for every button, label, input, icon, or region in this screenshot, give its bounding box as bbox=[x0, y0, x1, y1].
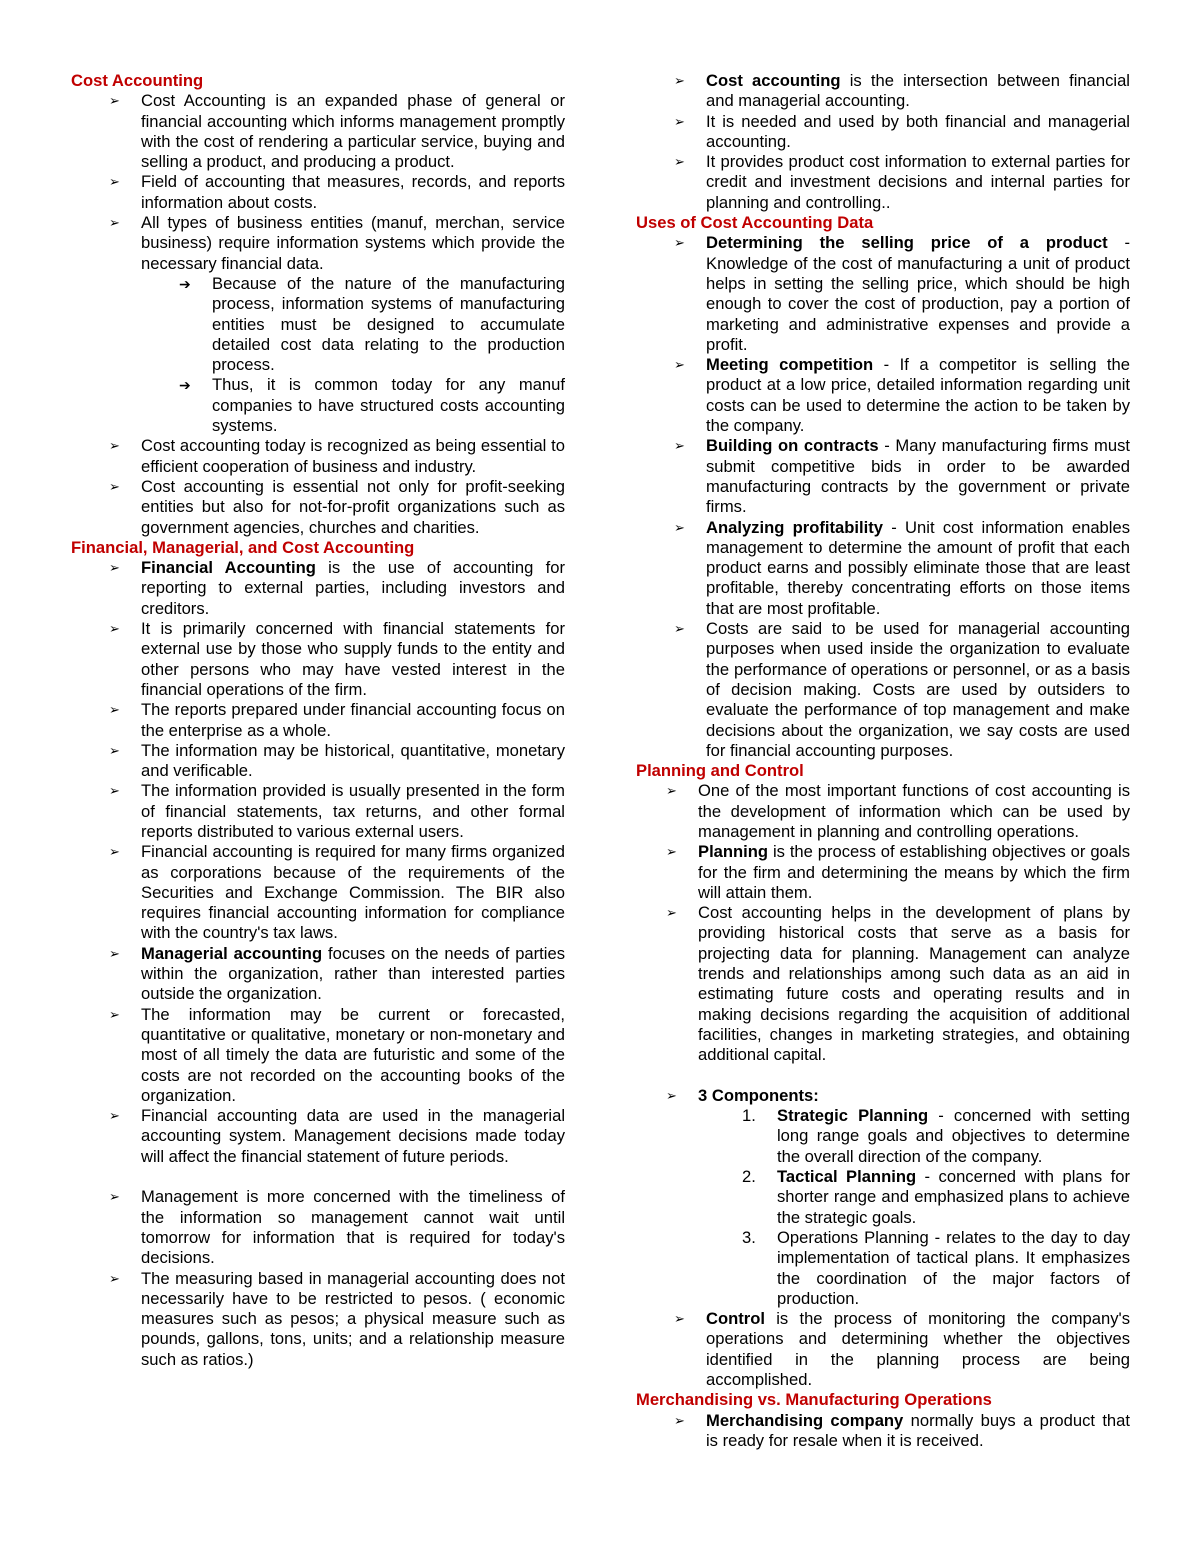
item-text: It is needed and used by both financial and managerial accounting. bbox=[706, 111, 1130, 151]
list-item bbox=[636, 71, 1130, 112]
bullet-arrowhead-icon: ➢ bbox=[109, 93, 120, 109]
term-bold: Tactical Planning bbox=[777, 1167, 917, 1187]
item-text: - concerned with plans for shorter range and emphasized plans to achieve the strategic goals. bbox=[777, 1167, 1130, 1227]
bullet-arrowhead-icon: ➢ bbox=[109, 1108, 120, 1124]
bullet-arrowhead-icon: ➢ bbox=[666, 905, 677, 921]
list-item bbox=[71, 619, 565, 700]
list-item bbox=[636, 781, 1130, 842]
item-text: The information provided is usually presented in the form of financial statements, tax returns, and other formal reports distributed to various external users. bbox=[141, 781, 565, 841]
item-text: Field of accounting that measures, records, and reports information about costs. bbox=[141, 172, 565, 212]
item-text: is the use of accounting for reporting to external parties, including investors and creditors. bbox=[141, 558, 565, 618]
list-item bbox=[636, 1309, 1130, 1390]
blank-line bbox=[71, 1167, 565, 1187]
section-heading-uses-of-cost-data: Uses of Cost Accounting Data bbox=[636, 213, 874, 233]
item-text: All types of business entities (manuf, merchan, service business) require information systems which provide the necessary financial data. bbox=[141, 213, 565, 273]
bullet-arrowhead-icon: ➢ bbox=[109, 742, 120, 758]
sub-list-item bbox=[71, 375, 565, 436]
list-item bbox=[71, 558, 565, 619]
bullet-arrowhead-icon: ➢ bbox=[674, 113, 685, 129]
item-text: The information may be historical, quantitative, monetary and verificable. bbox=[141, 740, 565, 781]
list-item bbox=[636, 355, 1130, 436]
item-text: Costs are said to be used for managerial accounting purposes when used inside the organization to evaluate the performance of operations or personnel, or as a basis of decision making. Costs are used by outsiders to evaluate the performance of top management and make decisions about the organization, we say costs are used for financial accounting purposes. bbox=[706, 619, 1130, 760]
list-item bbox=[636, 112, 1130, 153]
item-number: 3. bbox=[742, 1227, 756, 1247]
term-bold: Meeting competition bbox=[706, 355, 874, 375]
right-column bbox=[636, 71, 1130, 1451]
item-text: is the intersection between financial and managerial accounting. bbox=[706, 71, 1130, 111]
bullet-arrowhead-icon: ➢ bbox=[109, 478, 120, 494]
item-text: The reports prepared under financial accounting focus on the enterprise as a whole. bbox=[141, 700, 565, 740]
term-bold: Strategic Planning bbox=[777, 1106, 929, 1126]
item-text: The information may be current or forecasted, quantitative or qualitative, monetary or non-monetary and most of all timely the data are futuristic and some of the costs are not recorded on the accounting books of the organization. bbox=[141, 1004, 565, 1105]
bullet-arrow-icon: ➔ bbox=[179, 275, 191, 292]
term-bold: Planning bbox=[698, 842, 769, 862]
item-text: - concerned with setting long range goals and objectives to determine the overall direction of the company. bbox=[777, 1106, 1131, 1166]
list-item bbox=[71, 436, 565, 477]
financial-managerial-list bbox=[71, 558, 565, 1370]
term-bold: Building on contracts bbox=[706, 436, 879, 456]
cost-accounting-intersection-list bbox=[636, 71, 1130, 213]
item-text: - Unit cost information enables management to determine the amount of profit that each product earns and possibly eliminate those that are least profitable, thereby concentrating efforts on those items that are most profitable. bbox=[706, 517, 1130, 618]
bullet-arrowhead-icon: ➢ bbox=[666, 844, 677, 860]
bullet-arrowhead-icon: ➢ bbox=[666, 783, 677, 799]
term-bold: Determining the selling price of a product bbox=[706, 233, 1108, 253]
bullet-arrowhead-icon: ➢ bbox=[674, 235, 685, 251]
bullet-arrowhead-icon: ➢ bbox=[109, 1189, 120, 1205]
bullet-arrowhead-icon: ➢ bbox=[109, 438, 120, 454]
item-text: It provides product cost information to external parties for credit and investment decisions and internal parties for planning and controlling.. bbox=[706, 152, 1130, 212]
bullet-arrowhead-icon: ➢ bbox=[674, 1311, 685, 1327]
list-item bbox=[636, 436, 1130, 517]
item-text: Because of the nature of the manufacturing process, information systems of manufacturing entities must be designed to accumulate detailed cost data relating to the production process. bbox=[212, 273, 565, 375]
list-item bbox=[71, 172, 565, 213]
section-heading-merch-vs-manuf: Merchandising vs. Manufacturing Operations bbox=[636, 1390, 992, 1410]
numbered-item bbox=[636, 1228, 1130, 1309]
item-text: The measuring based in managerial accounting does not necessarily have to be restricted to pesos. ( economic measures such as pesos; a physical measure such as pounds, gallons, tons, units; and a relationship measure such as ratios.) bbox=[141, 1268, 565, 1369]
list-item bbox=[636, 152, 1130, 213]
left-column bbox=[71, 71, 565, 1370]
bullet-arrow-icon: ➔ bbox=[179, 377, 191, 394]
list-item bbox=[71, 1005, 565, 1106]
bullet-arrowhead-icon: ➢ bbox=[109, 844, 120, 860]
bullet-arrowhead-icon: ➢ bbox=[109, 621, 120, 637]
item-text: Cost Accounting is an expanded phase of general or financial accounting which informs management promptly with the cost of rendering a particular service, buying and selling a product, and producing a product. bbox=[141, 91, 565, 172]
item-text: It is primarily concerned with financial statements for external use by those who supply funds to the entity and other persons who may have vested interest in the financial operations of the firm. bbox=[141, 619, 565, 699]
item-text: Cost accounting is essential not only for profit-seeking entities but also for not-for-profit organizations such as government agencies, churches and charities. bbox=[141, 476, 565, 537]
bullet-arrowhead-icon: ➢ bbox=[109, 702, 120, 718]
sub-list-item bbox=[71, 274, 565, 375]
bullet-arrowhead-icon: ➢ bbox=[674, 154, 685, 170]
section-heading-planning-and-control: Planning and Control bbox=[636, 761, 804, 781]
list-item bbox=[71, 1269, 565, 1370]
list-item bbox=[71, 1187, 565, 1268]
bullet-arrowhead-icon: ➢ bbox=[674, 1412, 685, 1428]
term-bold: Financial Accounting bbox=[141, 558, 316, 578]
cost-accounting-list bbox=[71, 91, 565, 538]
bullet-arrowhead-icon: ➢ bbox=[109, 945, 120, 961]
list-item bbox=[636, 619, 1130, 761]
item-text: Thus, it is common today for any manuf companies to have structured costs accounting systems. bbox=[212, 375, 565, 436]
list-item bbox=[636, 842, 1130, 903]
section-heading-cost-accounting: Cost Accounting bbox=[71, 71, 204, 90]
term-bold: Control bbox=[706, 1309, 765, 1329]
term-bold: Merchandising company bbox=[706, 1410, 904, 1430]
list-item bbox=[636, 233, 1130, 355]
item-text: Financial accounting data are used in the managerial accounting system. Management decisions made today will affect the financial statement of future periods. bbox=[141, 1106, 565, 1166]
list-item bbox=[71, 944, 565, 1005]
term-bold: Cost accounting bbox=[706, 71, 841, 90]
bullet-arrowhead-icon: ➢ bbox=[674, 357, 685, 373]
bullet-arrowhead-icon: ➢ bbox=[109, 560, 120, 576]
bullet-arrowhead-icon: ➢ bbox=[109, 174, 120, 190]
list-item bbox=[71, 700, 565, 741]
list-item bbox=[71, 213, 565, 274]
bullet-arrowhead-icon: ➢ bbox=[666, 1087, 677, 1103]
list-item bbox=[636, 518, 1130, 619]
merch-manuf-list bbox=[636, 1411, 1130, 1452]
item-text: - Knowledge of the cost of manufacturing a unit of product helps in setting the selling price, which should be high enough to cover the cost of production, pay a portion of marketing and administrative expenses and provide a profit. bbox=[706, 233, 1130, 354]
blank-line bbox=[636, 1066, 1130, 1086]
bullet-arrowhead-icon: ➢ bbox=[109, 1006, 120, 1022]
list-item bbox=[636, 903, 1130, 1065]
bullet-arrowhead-icon: ➢ bbox=[674, 73, 685, 88]
bullet-arrowhead-icon: ➢ bbox=[674, 519, 685, 535]
item-text: focuses on the needs of parties within the organization, rather than interested parties outside the organization. bbox=[141, 943, 565, 1004]
list-item bbox=[71, 741, 565, 782]
term-bold: Managerial accounting bbox=[141, 943, 323, 963]
item-text: Cost accounting helps in the development of plans by providing historical costs that serve as a basis for projecting data for planning. Management can analyze trends and relationships among such data as an aid in estimating future costs and operating results and in making decisions regarding the acquisition of additional facilities, changes in marketing strategies, and obtaining additional capital. bbox=[698, 903, 1130, 1065]
item-text: Management is more concerned with the timeliness of the information so management cannot wait until tomorrow for information that is required for today's decisions. bbox=[141, 1187, 565, 1268]
section-heading-financial-managerial-cost: Financial, Managerial, and Cost Accounting bbox=[71, 537, 415, 557]
list-item bbox=[636, 1086, 1130, 1106]
item-number: 2. bbox=[742, 1167, 756, 1187]
item-text: is the process of monitoring the company's operations and determining whether the objectives identified in the planning process are being accomplished. bbox=[706, 1309, 1130, 1389]
list-item bbox=[636, 1411, 1130, 1452]
item-text: normally buys a product that is ready for resale when it is received. bbox=[706, 1410, 1131, 1450]
numbered-item bbox=[636, 1106, 1130, 1167]
item-text: - Many manufacturing firms must submit competitive bids in order to be awarded manufacturing contracts by the government or private firms. bbox=[706, 436, 1130, 517]
item-text: Financial accounting is required for many firms organized as corporations because of the requirements of the Securities and Exchange Commission. The BIR also requires financial accounting information for compliance with the country's tax laws. bbox=[141, 842, 565, 943]
uses-list bbox=[636, 233, 1130, 761]
bullet-arrowhead-icon: ➢ bbox=[109, 1270, 120, 1286]
item-text: One of the most important functions of cost accounting is the development of information which can be used by management in planning and controlling operations. bbox=[698, 781, 1130, 841]
item-text: Cost accounting today is recognized as being essential to efficient cooperation of business and industry. bbox=[141, 436, 565, 476]
item-text: Operations Planning - relates to the day to day implementation of tactical plans. It emphasizes the coordination of the major factors of production. bbox=[777, 1227, 1130, 1308]
bullet-arrowhead-icon: ➢ bbox=[674, 621, 685, 637]
list-item bbox=[71, 91, 565, 172]
bullet-arrowhead-icon: ➢ bbox=[109, 215, 120, 231]
item-text: - If a competitor is selling the product at a low price, detailed information regarding unit costs can be used to determine the action to be taken by the company. bbox=[706, 355, 1130, 436]
list-item bbox=[71, 842, 565, 943]
bullet-arrowhead-icon: ➢ bbox=[109, 783, 120, 799]
numbered-item bbox=[636, 1167, 1130, 1228]
item-text: is the process of establishing objectives or goals for the firm and determining the means by which the firm will attain them. bbox=[698, 842, 1130, 902]
list-item bbox=[71, 477, 565, 538]
item-number: 1. bbox=[742, 1106, 756, 1126]
term-bold: Analyzing profitability bbox=[706, 517, 883, 537]
list-item bbox=[71, 1106, 565, 1167]
bullet-arrowhead-icon: ➢ bbox=[674, 438, 685, 454]
term-bold: 3 Components: bbox=[698, 1085, 819, 1105]
planning-control-list bbox=[636, 781, 1130, 1390]
list-item bbox=[71, 781, 565, 842]
